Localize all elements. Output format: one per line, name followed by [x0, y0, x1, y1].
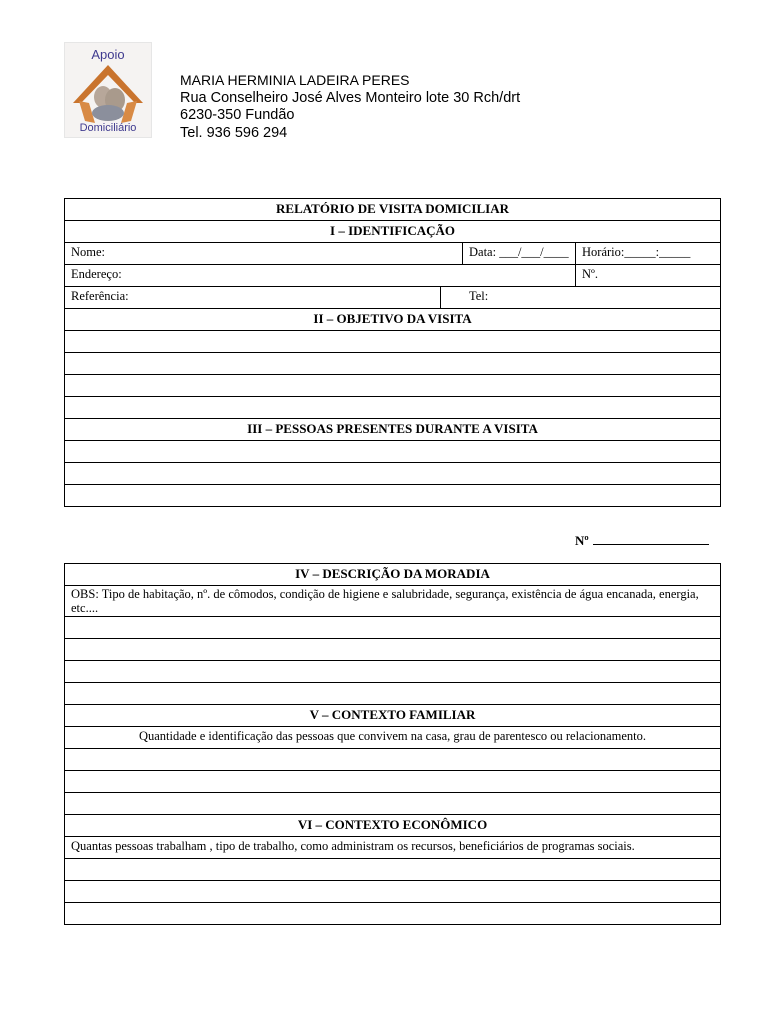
- visit-report-table-2: [64, 563, 721, 925]
- moradia-line[interactable]: [65, 617, 721, 639]
- page-number-label: Nº: [575, 533, 589, 548]
- field-nome[interactable]: Nome:: [65, 243, 463, 265]
- moradia-line[interactable]: [65, 661, 721, 683]
- pessoas-line[interactable]: [65, 485, 721, 507]
- logo: [64, 42, 152, 138]
- field-horario[interactable]: Horário:_____:_____: [576, 243, 721, 265]
- org-postal: 6230-350 Fundão: [180, 107, 295, 123]
- familiar-line[interactable]: [65, 771, 721, 793]
- org-name: MARIA HERMINIA LADEIRA PERES: [180, 72, 410, 88]
- familiar-line[interactable]: [65, 793, 721, 815]
- familiar-note: Quantidade e identificação das pessoas que convivem na casa, grau de parentesco ou relacionamento.: [65, 727, 721, 749]
- field-referencia[interactable]: Referência:: [65, 287, 441, 309]
- field-data[interactable]: Data: ___/___/____: [463, 243, 576, 265]
- section-objetivo: II – OBJETIVO DA VISITA: [65, 309, 721, 331]
- economico-line[interactable]: [65, 881, 721, 903]
- field-tel[interactable]: Tel:: [441, 287, 721, 309]
- objetivo-line[interactable]: [65, 375, 721, 397]
- visit-report-table-1: [64, 198, 721, 507]
- section-contexto-economico: VI – CONTEXTO ECONÔMICO: [65, 815, 721, 837]
- objetivo-line[interactable]: [65, 397, 721, 419]
- org-address: Rua Conselheiro José Alves Monteiro lote 30 Rch/drt: [180, 89, 521, 106]
- section-identificacao: I – IDENTIFICAÇÃO: [65, 221, 721, 243]
- moradia-note: OBS: Tipo de habitação, nº. de cômodos, condição de higiene e salubridade, segurança, existência de água encanada, energia, etc....: [65, 586, 721, 617]
- form-title: RELATÓRIO DE VISITA DOMICILIAR: [65, 199, 721, 221]
- economico-note: Quantas pessoas trabalham , tipo de trabalho, como administram os recursos, beneficiários de programas sociais.: [65, 837, 721, 859]
- page-number-blank: [593, 533, 709, 545]
- objetivo-line[interactable]: [65, 353, 721, 375]
- section-pessoas-presentes: III – PESSOAS PRESENTES DURANTE A VISITA: [65, 419, 721, 441]
- field-endereco[interactable]: Endereço:: [65, 265, 576, 287]
- objetivo-line[interactable]: [65, 331, 721, 353]
- economico-line[interactable]: [65, 859, 721, 881]
- org-phone: Tel. 936 596 294: [180, 124, 288, 141]
- field-numero[interactable]: Nº.: [576, 265, 721, 287]
- organization-header: [180, 72, 520, 142]
- logo-top-text: Apoio: [91, 47, 125, 62]
- section-contexto-familiar: V – CONTEXTO FAMILIAR: [65, 705, 721, 727]
- section-descricao-moradia: IV – DESCRIÇÃO DA MORADIA: [65, 564, 721, 586]
- moradia-line[interactable]: [65, 683, 721, 705]
- pessoas-line[interactable]: [65, 441, 721, 463]
- logo-bottom-text: Domiciliário: [79, 122, 137, 134]
- page-number-field[interactable]: [575, 533, 709, 549]
- familiar-line[interactable]: [65, 749, 721, 771]
- economico-line[interactable]: [65, 903, 721, 925]
- moradia-line[interactable]: [65, 639, 721, 661]
- pessoas-line[interactable]: [65, 463, 721, 485]
